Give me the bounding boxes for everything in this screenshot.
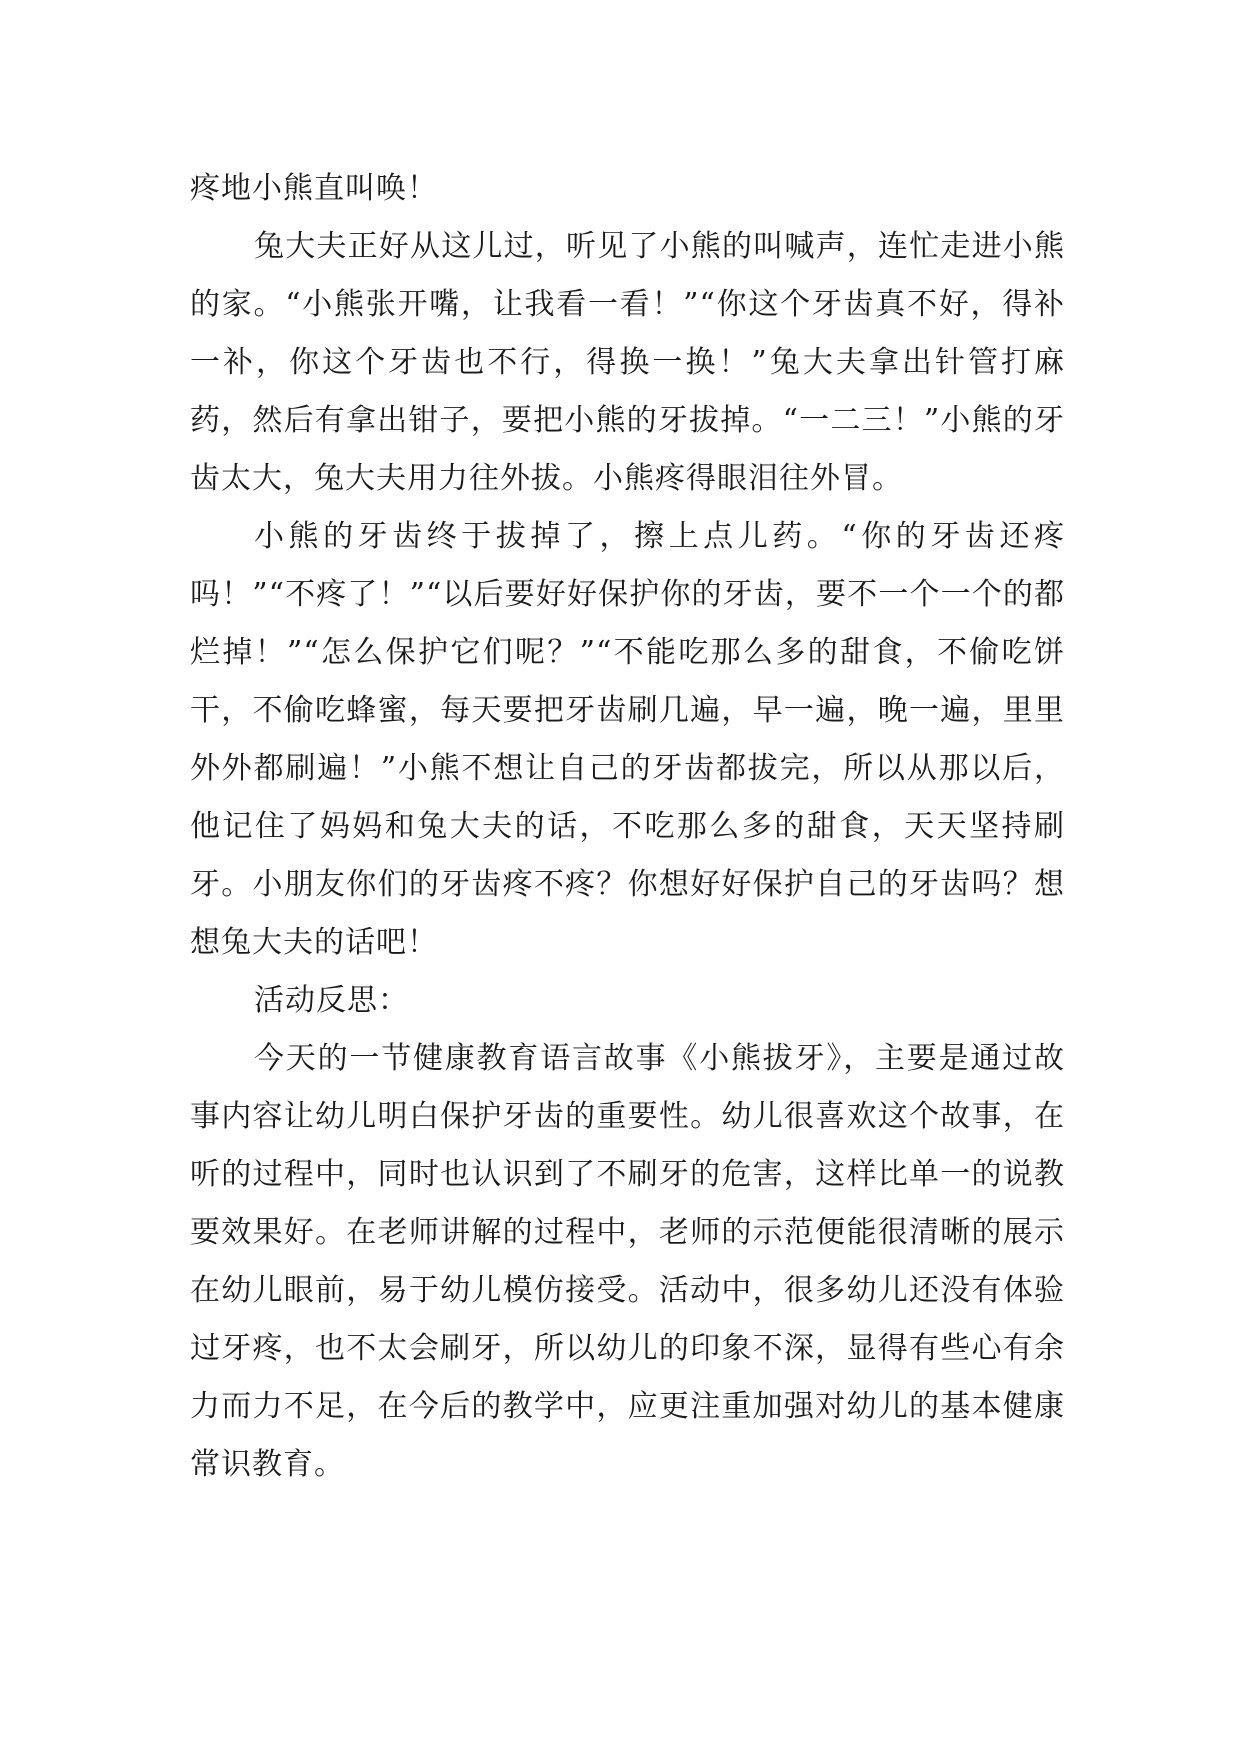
story-paragraph-protect-teeth: 小熊的牙齿终于拔掉了，擦上点儿药。“你的牙齿还疼吗！”“不疼了！”“以后要好好保护你的牙齿，要不一个一个的都烂掉！”“怎么保护它们呢？”“不能吃那么多的甜食，不偷吃饼干，不偷吃蜂蜜，每天要把牙齿刷几遍，早一遍，晚一遍，里里外外都刷遍！”小熊不想让自己的牙齿都拔完，所以从那以后，他记住了妈妈和兔大夫的话，不吃那么多的甜食，天天坚持刷牙。小朋友你们的牙齿疼不疼？你想好好保护自己的牙齿吗？想想兔大夫的话吧！ bbox=[190, 519, 1065, 960]
story-paragraph-doctor-rabbit: 兔大夫正好从这儿过，听见了小熊的叫喊声，连忙走进小熊的家。“小熊张开嘴，让我看一看！”“你这个牙齿真不好，得补一补，你这个牙齿也不行，得换一换！”兔大夫拿出针管打麻药，然后有拿出钳子，要把小熊的牙拔掉。“一二三！”小熊的牙齿太大，兔大夫用力往外拔。小熊疼得眼泪往外冒。 bbox=[190, 229, 1065, 496]
story-continuation-paragraph: 疼地小熊直叫唤！ bbox=[190, 171, 438, 206]
document-page bbox=[190, 160, 1065, 1494]
reflection-paragraph: 今天的一节健康教育语言故事《小熊拔牙》，主要是通过故事内容让幼儿明白保护牙齿的重要性。幼儿很喜欢这个故事，在听的过程中，同时也认识到了不刷牙的危害，这样比单一的说教要效果好。在老师讲解的过程中，老师的示范便能很清晰的展示在幼儿眼前，易于幼儿模仿接受。活动中，很多幼儿还没有体验过牙疼，也不太会刷牙，所以幼儿的印象不深，显得有些心有余力而力不足，在今后的教学中，应更注重加强对幼儿的基本健康常识教育。 bbox=[190, 1041, 1065, 1482]
section-heading-reflection: 活动反思： bbox=[254, 983, 409, 1018]
